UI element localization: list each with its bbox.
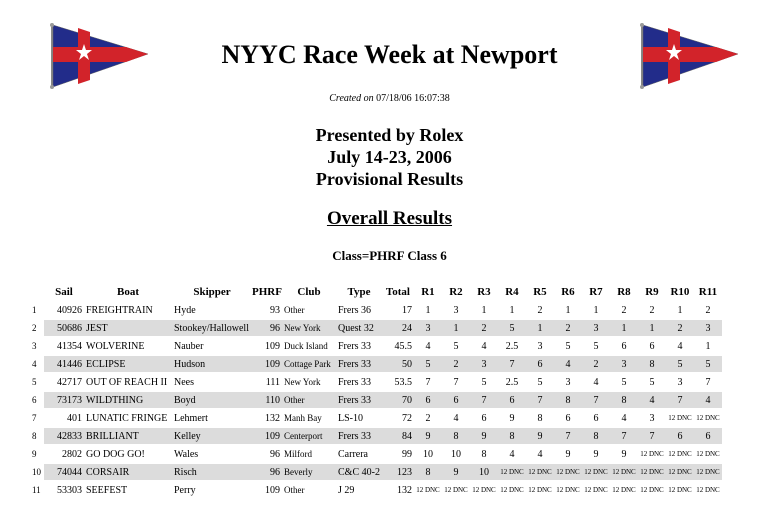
cell-r10: 1 (677, 304, 683, 316)
cell-r6: 7 (554, 428, 582, 444)
cell-r5: 12 DNC (526, 464, 554, 480)
cell-phrf: 110 (252, 392, 282, 408)
cell-type: Frers 33 (338, 376, 372, 388)
cell-club: Milford (284, 449, 312, 459)
header-r10: R10 (670, 286, 690, 298)
cell-club: New York (282, 320, 336, 336)
cell-r4: 12 DNC (498, 464, 526, 480)
cell-r5: 3 (537, 340, 543, 352)
cell-sail: 42833 (44, 428, 84, 444)
cell-r11: 4 (694, 392, 722, 408)
cell-club: Manh Bay (284, 413, 322, 423)
cell-type: Frers 36 (338, 304, 372, 316)
cell-total: 24 (382, 320, 414, 336)
cell-r11: 12 DNC (696, 486, 720, 494)
cell-r4: 1 (509, 304, 515, 316)
cell-r1: 10 (422, 448, 433, 460)
cell-r6: 6 (565, 412, 571, 424)
cell-r7: 6 (593, 412, 599, 424)
cell-total: 72 (401, 412, 412, 424)
cell-total: 53.5 (394, 376, 412, 388)
cell-rank: 11 (32, 485, 41, 495)
cell-phrf: 96 (252, 320, 282, 336)
table-row (30, 356, 722, 372)
cell-r4: 7 (498, 356, 526, 372)
cell-r1: 8 (414, 464, 442, 480)
class-label: Class=PHRF Class 6 (332, 248, 447, 263)
cell-r6: 8 (554, 392, 582, 408)
cell-r9: 12 DNC (638, 464, 666, 480)
cell-r11: 1 (705, 340, 711, 352)
header-r4: R4 (505, 286, 519, 298)
cell-r8: 8 (610, 392, 638, 408)
created-time: 07/18/06 16:07:38 (376, 93, 450, 104)
cell-r6: 2 (554, 320, 582, 336)
cell-r4: 4 (509, 448, 515, 460)
cell-boat: SEEFEST (86, 484, 128, 496)
cell-r9: 8 (638, 356, 666, 372)
cell-r2: 1 (442, 320, 470, 336)
cell-r5: 7 (526, 392, 554, 408)
cell-r3: 10 (470, 464, 498, 480)
header-r6: R6 (561, 286, 575, 298)
cell-r4: 12 DNC (500, 486, 524, 494)
cell-r8: 6 (621, 340, 627, 352)
cell-r6: 3 (565, 376, 571, 388)
header-r1: R1 (421, 286, 435, 298)
cell-skipper: Risch (172, 464, 252, 480)
cell-sail: 73173 (44, 392, 84, 408)
cell-sail: 41354 (57, 340, 82, 352)
presented-by: Presented by Rolex (315, 125, 464, 145)
cell-r6: 5 (565, 340, 571, 352)
cell-phrf: 132 (265, 412, 280, 424)
header-r3: R3 (477, 286, 491, 298)
cell-club: Duck Island (284, 341, 328, 351)
cell-r8: 5 (621, 376, 627, 388)
cell-total: 50 (382, 356, 414, 372)
cell-r1: 5 (414, 356, 442, 372)
cell-total: 123 (382, 464, 414, 480)
cell-skipper: Hudson (172, 356, 252, 372)
cell-rank: 2 (30, 320, 44, 336)
cell-r5: 9 (526, 428, 554, 444)
table-row (30, 374, 722, 390)
cell-club: New York (284, 377, 321, 387)
cell-r8: 1 (610, 320, 638, 336)
cell-r1: 12 DNC (416, 486, 440, 494)
cell-r5: 6 (526, 356, 554, 372)
cell-phrf: 109 (252, 356, 282, 372)
cell-sail: 53303 (57, 484, 82, 496)
cell-boat: JEST (84, 320, 172, 336)
cell-r7: 12 DNC (582, 464, 610, 480)
cell-r9: 2 (649, 304, 655, 316)
header-skipper: Skipper (193, 286, 231, 298)
cell-rank: 4 (30, 356, 44, 372)
cell-rank: 6 (30, 392, 44, 408)
created-timestamp (0, 93, 779, 104)
cell-skipper: Boyd (172, 392, 252, 408)
cell-sail: 40926 (57, 304, 82, 316)
cell-r10: 12 DNC (666, 464, 694, 480)
cell-r2: 2 (442, 356, 470, 372)
cell-r11: 6 (694, 428, 722, 444)
header-sail: Sail (55, 286, 73, 298)
cell-r10: 12 DNC (668, 486, 692, 494)
cell-r7: 3 (582, 320, 610, 336)
cell-club: Other (282, 392, 336, 408)
results-table (30, 282, 722, 500)
table-row (30, 428, 722, 444)
cell-r1: 2 (425, 412, 431, 424)
cell-total: 99 (401, 448, 412, 460)
cell-rank: 3 (32, 341, 37, 351)
cell-skipper: Hyde (174, 304, 196, 316)
cell-club: Other (284, 305, 305, 315)
cell-phrf: 111 (265, 376, 280, 388)
cell-phrf: 109 (265, 484, 280, 496)
cell-boat: OUT OF REACH II (86, 376, 168, 388)
header-r9: R9 (645, 286, 659, 298)
table-row (30, 464, 722, 480)
section-title: Overall Results (326, 208, 453, 229)
cell-sail: 42717 (57, 376, 82, 388)
cell-r7: 9 (593, 448, 599, 460)
cell-r5: 1 (526, 320, 554, 336)
cell-r3: 3 (470, 356, 498, 372)
cell-r2: 9 (442, 464, 470, 480)
table-row (30, 446, 722, 462)
cell-type: Frers 33 (336, 428, 382, 444)
cell-r9: 7 (638, 428, 666, 444)
cell-club: Centerport (282, 428, 336, 444)
cell-sail: 50686 (44, 320, 84, 336)
table-row (30, 338, 722, 354)
cell-type: Frers 33 (336, 392, 382, 408)
table-row (30, 482, 722, 498)
table-row (30, 410, 722, 426)
cell-phrf: 93 (270, 304, 280, 316)
cell-r10: 7 (666, 392, 694, 408)
cell-r1: 9 (414, 428, 442, 444)
cell-r8: 7 (610, 428, 638, 444)
cell-r9: 6 (649, 340, 655, 352)
cell-skipper: Nees (174, 376, 194, 388)
cell-rank: 8 (30, 428, 44, 444)
cell-r3: 5 (481, 376, 487, 388)
results-header-row (30, 284, 722, 300)
cell-r2: 4 (453, 412, 459, 424)
cell-type: Quest 32 (336, 320, 382, 336)
cell-r9: 5 (649, 376, 655, 388)
cell-r2: 8 (442, 428, 470, 444)
cell-r6: 4 (554, 356, 582, 372)
header-r8: R8 (617, 286, 631, 298)
cell-skipper: Stookey/Hallowell (172, 320, 252, 336)
page-title: NYYC Race Week at Newport (221, 40, 558, 69)
cell-r2: 6 (442, 392, 470, 408)
cell-skipper: Lehmert (174, 412, 208, 424)
cell-club: Beverly (282, 464, 336, 480)
cell-r1: 6 (414, 392, 442, 408)
cell-boat: CORSAIR (84, 464, 172, 480)
cell-skipper: Perry (174, 484, 196, 496)
header-r11: R11 (698, 286, 718, 298)
cell-r10: 6 (666, 428, 694, 444)
table-row (30, 392, 722, 408)
cell-r10: 3 (677, 376, 683, 388)
cell-r4: 2.5 (505, 340, 519, 352)
cell-total: 84 (382, 428, 414, 444)
cell-type: Frers 33 (338, 340, 372, 352)
cell-r4: 5 (498, 320, 526, 336)
cell-total: 70 (382, 392, 414, 408)
cell-r6: 9 (565, 448, 571, 460)
results-status: Provisional Results (315, 169, 464, 189)
cell-r5: 4 (537, 448, 543, 460)
cell-r5: 2 (537, 304, 543, 316)
cell-r5: 5 (537, 376, 543, 388)
cell-sail: 2802 (62, 448, 82, 460)
cell-r10: 5 (666, 356, 694, 372)
cell-r2: 7 (453, 376, 459, 388)
cell-type: C&C 40-2 (336, 464, 382, 480)
cell-r8: 12 DNC (612, 486, 636, 494)
cell-rank: 1 (32, 305, 37, 315)
header-r7: R7 (589, 286, 603, 298)
cell-r7: 12 DNC (584, 486, 608, 494)
cell-phrf: 109 (252, 428, 282, 444)
table-row (30, 302, 722, 318)
cell-r7: 2 (582, 356, 610, 372)
cell-boat: BRILLIANT (84, 428, 172, 444)
cell-skipper: Wales (174, 448, 199, 460)
cell-skipper: Kelley (172, 428, 252, 444)
cell-phrf: 109 (265, 340, 280, 352)
cell-r3: 9 (470, 428, 498, 444)
cell-r11: 12 DNC (696, 450, 720, 458)
cell-r8: 9 (621, 448, 627, 460)
cell-r11: 3 (694, 320, 722, 336)
cell-r8: 12 DNC (610, 464, 638, 480)
header-rank (30, 284, 44, 300)
cell-r3: 8 (481, 448, 487, 460)
cell-r3: 6 (481, 412, 487, 424)
cell-r4: 6 (498, 392, 526, 408)
cell-r7: 8 (582, 428, 610, 444)
cell-r11: 5 (694, 356, 722, 372)
cell-r1: 7 (425, 376, 431, 388)
cell-r2: 12 DNC (444, 486, 468, 494)
cell-phrf: 96 (270, 448, 280, 460)
cell-r11: 12 DNC (696, 414, 720, 422)
cell-type: LS-10 (338, 412, 363, 424)
cell-club: Other (284, 485, 305, 495)
cell-r5: 12 DNC (528, 486, 552, 494)
cell-boat: LUNATIC FRINGE (86, 412, 168, 424)
header-phrf: PHRF (252, 286, 282, 298)
cell-boat: ECLIPSE (84, 356, 172, 372)
cell-r10: 2 (666, 320, 694, 336)
cell-rank: 7 (32, 413, 37, 423)
cell-r10: 12 DNC (668, 450, 692, 458)
cell-rank: 9 (32, 449, 37, 459)
cell-boat: WOLVERINE (86, 340, 145, 352)
cell-sail: 401 (67, 412, 82, 424)
cell-r11: 2 (705, 304, 711, 316)
header-boat: Boat (117, 286, 139, 298)
cell-type: Frers 33 (336, 356, 382, 372)
header-club: Club (297, 286, 321, 298)
header-type: Type (347, 286, 371, 298)
cell-total: 17 (401, 304, 412, 316)
cell-r6: 12 DNC (554, 464, 582, 480)
header-r5: R5 (533, 286, 547, 298)
cell-r9: 1 (638, 320, 666, 336)
cell-r3: 12 DNC (472, 486, 496, 494)
cell-r1: 1 (425, 304, 431, 316)
table-row (30, 320, 722, 336)
cell-r1: 3 (414, 320, 442, 336)
cell-r10: 12 DNC (668, 414, 692, 422)
cell-r2: 3 (453, 304, 459, 316)
cell-r6: 1 (565, 304, 571, 316)
cell-r8: 4 (621, 412, 627, 424)
header-total: Total (385, 286, 410, 298)
cell-r6: 12 DNC (556, 486, 580, 494)
cell-r1: 4 (425, 340, 431, 352)
cell-r4: 2.5 (505, 376, 519, 388)
cell-r11: 12 DNC (694, 464, 722, 480)
results-body (30, 302, 722, 498)
cell-r2: 10 (450, 448, 461, 460)
cell-r11: 7 (705, 376, 711, 388)
created-prefix: Created on (329, 93, 374, 104)
cell-r5: 8 (537, 412, 543, 424)
cell-boat: FREIGHTRAIN (86, 304, 153, 316)
cell-r7: 7 (582, 392, 610, 408)
cell-r9: 12 DNC (640, 450, 664, 458)
cell-sail: 74044 (44, 464, 84, 480)
cell-r3: 2 (470, 320, 498, 336)
cell-type: Carrera (338, 448, 368, 460)
event-info (0, 124, 779, 190)
header-r2: R2 (449, 286, 463, 298)
cell-r8: 2 (621, 304, 627, 316)
cell-r2: 5 (453, 340, 459, 352)
cell-r7: 4 (593, 376, 599, 388)
cell-total: 132 (396, 484, 412, 496)
cell-rank: 5 (32, 377, 37, 387)
cell-sail: 41446 (44, 356, 84, 372)
event-dates: July 14-23, 2006 (327, 147, 452, 167)
cell-phrf: 96 (252, 464, 282, 480)
cell-r3: 4 (481, 340, 487, 352)
cell-r4: 8 (498, 428, 526, 444)
cell-r7: 1 (593, 304, 599, 316)
cell-total: 45.5 (394, 340, 412, 352)
cell-rank: 10 (30, 464, 44, 480)
cell-r3: 1 (481, 304, 487, 316)
cell-club: Cottage Park (282, 356, 336, 372)
cell-r7: 5 (593, 340, 599, 352)
cell-boat: GO DOG GO! (86, 448, 145, 460)
cell-skipper: Nauber (174, 340, 204, 352)
cell-r9: 12 DNC (640, 486, 664, 494)
cell-r10: 4 (677, 340, 683, 352)
cell-r9: 3 (649, 412, 655, 424)
cell-boat: WILDTHING (84, 392, 172, 408)
cell-r3: 7 (470, 392, 498, 408)
cell-r8: 3 (610, 356, 638, 372)
cell-r9: 4 (638, 392, 666, 408)
cell-type: J 29 (338, 484, 355, 496)
cell-r4: 9 (509, 412, 515, 424)
